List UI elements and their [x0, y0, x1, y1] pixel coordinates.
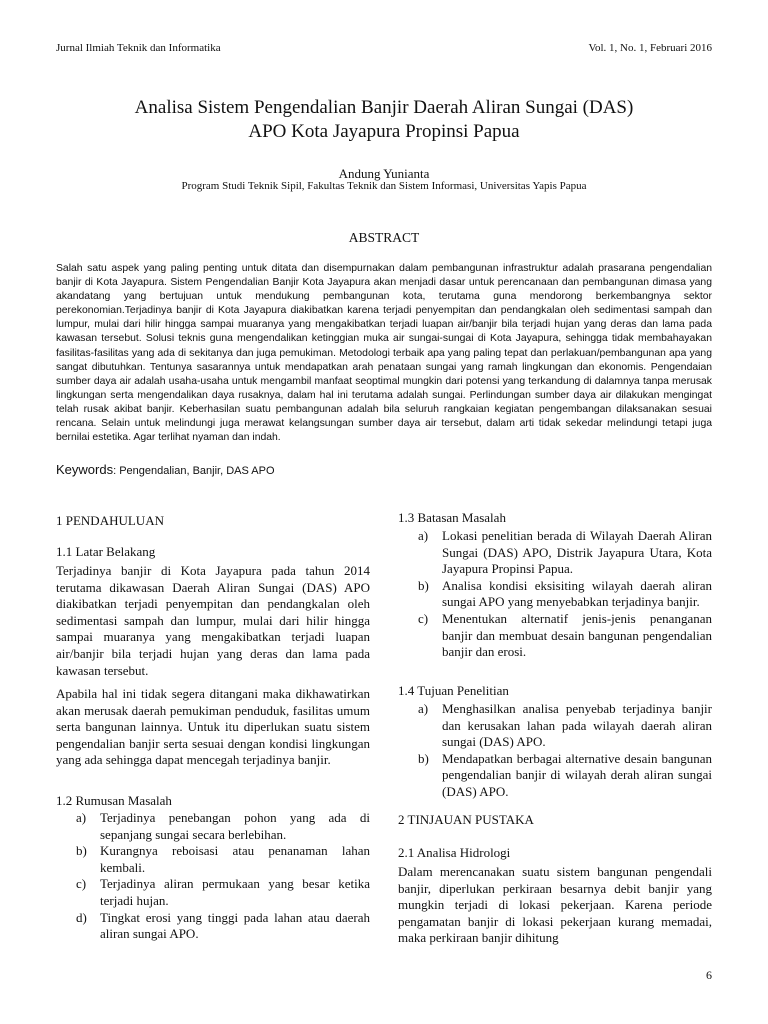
list-marker: b)	[76, 843, 87, 859]
list-item	[398, 701, 712, 751]
list-marker: a)	[418, 528, 429, 543]
rumusan-masalah-list	[56, 810, 370, 943]
tujuan-penelitian-list	[398, 701, 712, 801]
paper-title	[56, 96, 712, 144]
list-marker: c)	[418, 610, 429, 626]
keywords-label: Keywords	[56, 462, 114, 477]
journal-name: Jurnal Ilmiah Teknik dan Informatika	[56, 42, 221, 54]
list-marker: b)	[418, 750, 429, 766]
subsection-heading-analisa-hidrologi: 2.1 Analisa Hidrologi	[398, 845, 511, 860]
list-item-text: Lokasi penelitian berada di Wilayah Daerah Aliran Sungai (DAS) APO, Distrik Jayapura Utara, Kota Jayapura Propinsi Papua.	[442, 528, 712, 577]
paragraph-analisa-hidrologi: Dalam merencanakan suatu sistem bangunan pengendali banjir, diperlukan perkiraan besarnya debit banjir yang mungkin terjadi di lokasi pekerjaan. Karena periode pengamatan banjir di lokasi pekerjaan kurang memadai, maka perkiraan banjir dihitung	[398, 864, 712, 946]
paper-title-line-2: APO Kota Jayapura Propinsi Papua	[248, 121, 520, 142]
paper-title-line-1: Analisa Sistem Pengendalian Banjir Daerah Aliran Sungai (DAS)	[134, 97, 634, 118]
list-marker: d)	[76, 909, 87, 925]
list-marker: a)	[76, 810, 87, 825]
list-item-text: Terjadinya aliran permukaan yang besar ketika terjadi hujan.	[100, 876, 370, 908]
author-affiliation: Program Studi Teknik Sipil, Fakultas Teknik dan Sistem Informasi, Universitas Yapis Papua	[181, 180, 587, 192]
paragraph-latar-belakang-1: Terjadinya banjir di Kota Jayapura pada tahun 2014 terutama dikawasan Daerah Aliran Sungai (DAS) APO diakibatkan terjadi penyempitan dan pendangkalan oleh sedimentasi sampah dan lumpur, mulai dari hilir hingga sampai muaranya yang mengakibatkan terjadi luapan air/banjir bila terjadi hujan yang deras dan lama pada kawasan tersebut.	[56, 563, 370, 678]
list-item	[398, 528, 712, 578]
list-item	[398, 578, 712, 611]
subsection-heading-batasan-masalah: 1.3 Batasan Masalah	[398, 510, 506, 525]
list-item-text: Tingkat erosi yang tinggi pada lahan atau daerah aliran sungai APO.	[100, 909, 370, 942]
abstract-text: Salah satu aspek yang paling penting untuk ditata dan disempurnakan dalam pembangunan infrastruktur adalah prasarana pengendalian banjir di Kota Jayapura. Sistem Pengendalian Banjir Kota Jayapura akan menjadi dasar untuk perencanaan dan pembangunan dimasa yang akandatang yang bertujuan untuk mendukung pembangunan kota, terutama guna mendorong berkembangnya sektor perekonomian.Terjadinya banjir di Kota Jayapura diakibatkan karena terjadi penyempitan dan pendangkalan oleh sedimentasi sampah dan lumpur, mulai dari hilir hingga sampai muaranya yang mengakibatkan terjadi luapan air/banjir bila terjadi hujan yang deras dan lama pada kawasan tersebut. Solusi teknis guna mengendalikan ketinggian muka air sungai-sungai di Kota Jayapura, sehingga tidak membahayakan fasilitas-fasilitas yang ada di sekitanya dan juga pemukiman. Metodologi terbaik apa yang paling tepat dan perlakuan/pembangunan apa yang sangat dibutuhkan. Tentunya sasarannya untuk mendapatkan arah penataan sungai yang ramah lingkungan dan ekonomis. Pengendaian sumber daya air adalah usaha-usaha untuk mengambil manfaat seoptimal mungkin dari potensi yang terkandung di dalamnya tanpa merusak lingkungan serta mengendalikan daya rusaknya, dalam hal ini terutama adalah sungai. Perlindungan sumber daya air dilakukan mengingat telah rusak akibat banjir. Keberhasilan suatu pembangunan adalah bila seluruh rangkaian kegiatan pengembangan dilaksanakan sesuai rencana. Selain untuk melindungi juga merawat kelangsungan sumber daya air tersebut, dalam arti tidak sekedar melindungi tetapi juga bernilai estetika. Agar terlihat nyaman dan indah.	[56, 263, 712, 444]
section-heading-tinjauan-pustaka: 2 TINJAUAN PUSTAKA	[398, 812, 534, 827]
list-item	[56, 876, 370, 909]
section-heading-pendahuluan: 1 PENDAHULUAN	[56, 513, 164, 528]
list-item-text: Analisa kondisi eksisiting wilayah daerah aliran sungai APO yang menyebabkan terjadinya banjir.	[442, 577, 712, 610]
author-name: Andung Yunianta	[338, 166, 430, 181]
list-item	[56, 810, 370, 843]
paragraph-latar-belakang-2: Apabila hal ini tidak segera ditangani maka dikhawatirkan akan merusak daerah pemukiman penduduk, fasilitas umum serta bangunan lainnya. Untuk itu diperlukan suatu sistem pengendalian banjir serta sesuai dengan kondisi lingkungan yang ada sehingga dapat mencegah terjadinya banjir.	[56, 686, 370, 768]
abstract-heading: ABSTRACT	[348, 230, 420, 245]
list-item-text: Kurangnya reboisasi atau penanaman lahan kembali.	[100, 843, 370, 875]
keywords-value: : Pengendalian, Banjir, DAS APO	[113, 465, 275, 477]
subsection-heading-tujuan-penelitian: 1.4 Tujuan Penelitian	[398, 683, 509, 698]
batasan-masalah-list	[398, 528, 712, 661]
list-item	[56, 843, 370, 876]
list-item-text: Menentukan alternatif jenis-jenis penanganan banjir dan membuat desain bangunan pengendalian banjir dan erosi.	[442, 610, 712, 660]
keywords	[56, 462, 712, 477]
list-marker: b)	[418, 577, 429, 593]
list-item	[56, 910, 370, 943]
list-item-text: Mendapatkan berbagai alternative desain bangunan pengendalian banjir di wilayah derah aliran sungai (DAS) APO.	[442, 750, 712, 799]
list-item-text: Terjadinya penebangan pohon yang ada di sepanjang sungai secara berlebihan.	[100, 810, 370, 842]
list-marker: c)	[76, 876, 87, 892]
subsection-heading-rumusan-masalah: 1.2 Rumusan Masalah	[56, 793, 172, 808]
subsection-heading-latar-belakang: 1.1 Latar Belakang	[56, 544, 156, 559]
list-item	[398, 751, 712, 801]
journal-volume: Vol. 1, No. 1, Februari 2016	[588, 42, 712, 54]
page-number: 6	[706, 968, 712, 982]
list-item-text: Menghasilkan analisa penyebab terjadinya banjir dan kerusakan lahan pada wilayah daerah aliran sungai (DAS) APO.	[442, 701, 712, 750]
list-marker: a)	[418, 701, 429, 716]
list-item	[398, 611, 712, 661]
